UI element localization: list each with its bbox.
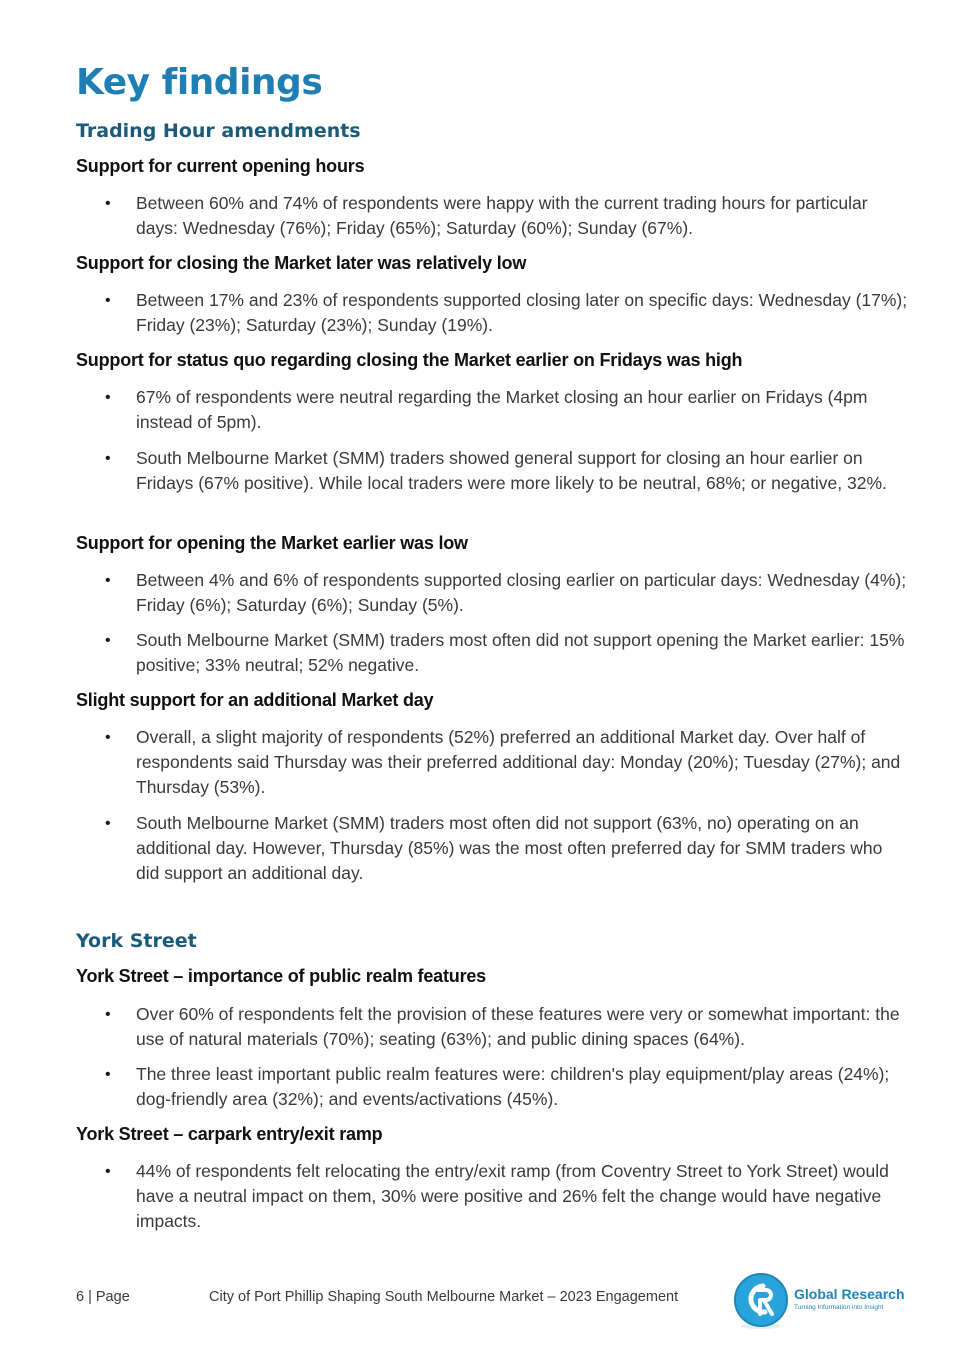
logo-name: Global Research xyxy=(794,1286,905,1302)
subheading-carpark-ramp: York Street – carpark entry/exit ramp xyxy=(76,1124,383,1144)
section-heading-york-street: York Street xyxy=(76,930,197,952)
bullet-item: • Over 60% of respondents felt the provision of these features were very or somewhat important: the use of natural materials (70%); seating (63%); and public dining spaces (64%). xyxy=(136,1002,908,1052)
bullet-item: • South Melbourne Market (SMM) traders showed general support for closing an hour earlier on Fridays (67% positive). While local traders were more likely to be neutral, 68%; or negative, 32%. xyxy=(136,446,908,496)
subheading-additional-day: Slight support for an additional Market day xyxy=(76,690,434,710)
global-research-logo-icon xyxy=(732,1272,790,1330)
bullet-item: • 67% of respondents were neutral regarding the Market closing an hour earlier on Fridays (4pm instead of 5pm). xyxy=(136,385,908,435)
bullet-item: • South Melbourne Market (SMM) traders most often did not support opening the Market earlier: 15% positive; 33% neutral; 52% negative. xyxy=(136,628,908,678)
bullet-item: • Between 60% and 74% of respondents were happy with the current trading hours for particular days: Wednesday (76%); Friday (65%); Saturday (60%); Sunday (67%). xyxy=(136,191,908,241)
bullet-item: • Between 4% and 6% of respondents supported closing earlier on particular days: Wednesday (4%); Friday (6%); Saturday (6%); Sunday (5%). xyxy=(136,568,908,618)
logo-tagline: Turning Information into Insight xyxy=(794,1304,884,1311)
footer-page-label: 6 | Page xyxy=(76,1289,130,1305)
subheading-current-hours: Support for current opening hours xyxy=(76,156,365,176)
bullet-item: • South Melbourne Market (SMM) traders most often did not support (63%, no) operating on an additional day. However, Thursday (85%) was the most often preferred day for SMM traders who did support an additional day. xyxy=(136,811,908,886)
footer-document-title: City of Port Phillip Shaping South Melbourne Market – 2023 Engagement xyxy=(209,1289,679,1305)
bullet-item: • 44% of respondents felt relocating the entry/exit ramp (from Coventry Street to York Street) would have a neutral impact on them, 30% were positive and 26% felt the change would have negative impacts. xyxy=(136,1159,908,1234)
bullet-item: • Overall, a slight majority of respondents (52%) preferred an additional Market day. Over half of respondents said Thursday was their preferred additional day: Monday (20%); Tuesday (27%); and Thursday (53%). xyxy=(136,725,908,800)
subheading-status-quo-fridays: Support for status quo regarding closing the Market earlier on Fridays was high xyxy=(76,350,743,370)
subheading-opening-earlier: Support for opening the Market earlier was low xyxy=(76,533,468,553)
global-research-logo xyxy=(732,1270,912,1336)
bullet-item: • The three least important public realm features were: children's play equipment/play areas (24%); dog-friendly area (32%); and events/activations (45%). xyxy=(136,1062,908,1112)
subheading-public-realm: York Street – importance of public realm features xyxy=(76,966,486,986)
subheading-closing-later: Support for closing the Market later was relatively low xyxy=(76,253,527,273)
bullet-item: • Between 17% and 23% of respondents supported closing later on specific days: Wednesday (17%); Friday (23%); Saturday (23%); Sunday (19%). xyxy=(136,288,908,338)
page-title: Key findings xyxy=(76,62,323,103)
section-heading-trading-hours: Trading Hour amendments xyxy=(76,120,361,142)
